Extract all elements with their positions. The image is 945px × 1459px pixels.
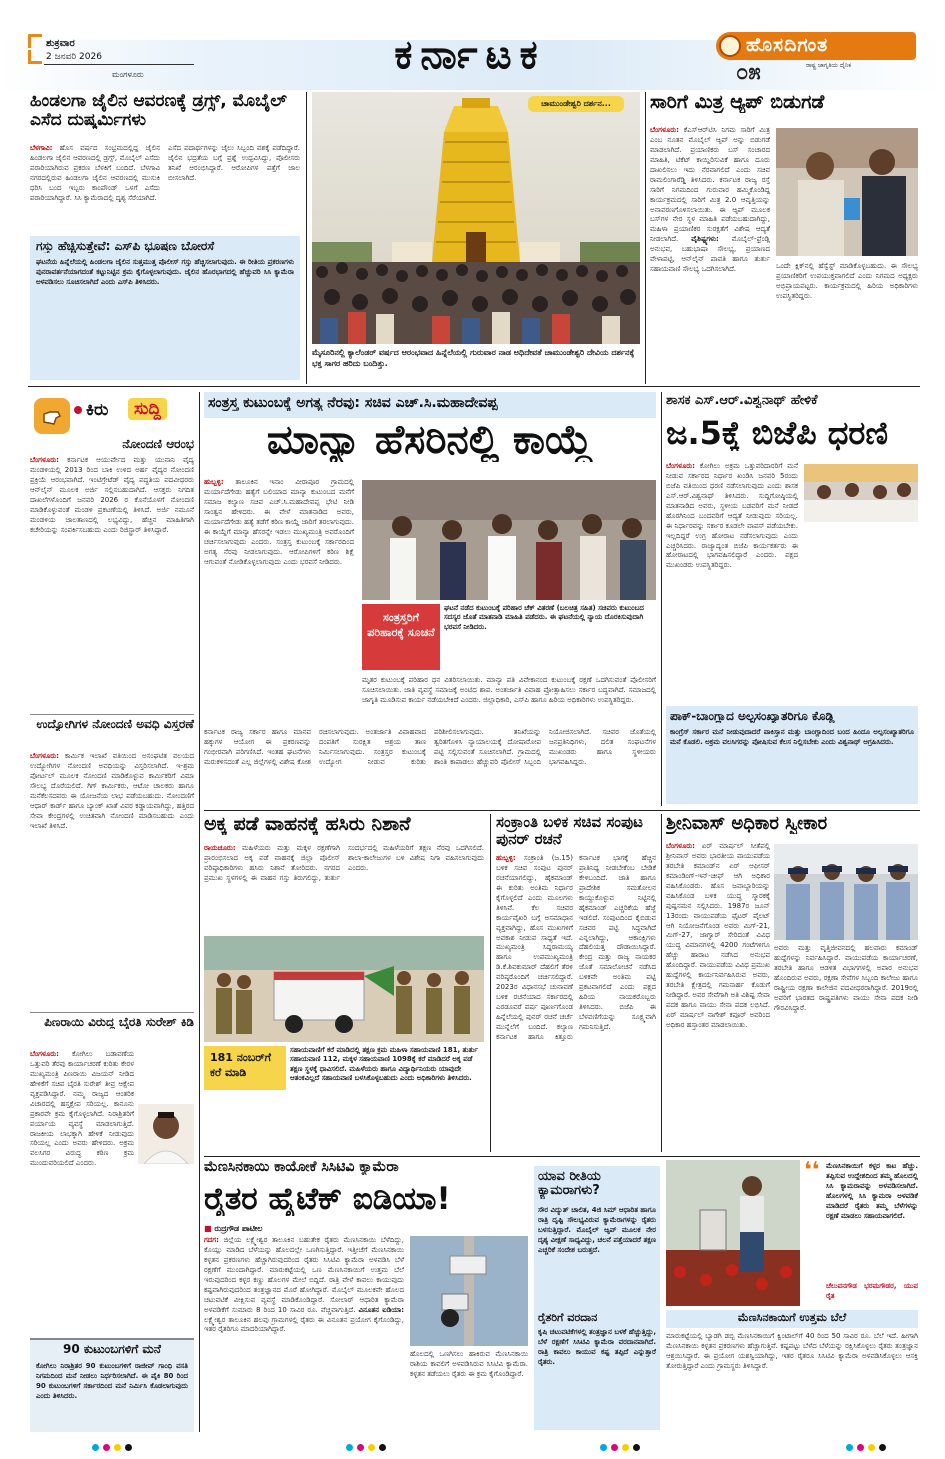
- temple-photo: [312, 92, 640, 344]
- srinivas-photo: [774, 844, 918, 940]
- story-chilli-price-title: ಮೆಣಸಿನಕಾಯಿಗೆ ಉತ್ತಮ ಬೆಲೆ: [666, 1310, 918, 1328]
- story-chilli-body: [204, 1236, 404, 1430]
- story-chilli-box2-body: ಕೃಷಿ ಚಟುವಟಿಕೆಗಳಲ್ಲಿ ತಂತ್ರಜ್ಞಾನ ಬಳಕೆ ಹೆಚ್ಚುತ್ತಿದ್ದು, ಬೆಳೆ ರಕ್ಷಣೆಗೆ ಸಿಸಿಟಿವಿ ಕ್ಯಾಮೆರಾ ವರದಾನವಾಗಿದೆ. ರಾತ್ರಿ ಕಾವಲು ಕಾಯುವ ಕಷ್ಟ ತಪ್ಪಿದೆ ಎನ್ನುತ್ತಾರೆ ರೈತರು.: [538, 1328, 656, 1366]
- akka-photo: [204, 936, 484, 1042]
- kiru-red-dot-icon: [74, 406, 82, 414]
- divider: [204, 810, 920, 811]
- story-hindalga-sub-body: ಘಟನೆಯ ಹಿನ್ನೆಲೆಯಲ್ಲಿ ಹಿಂಡಲಗಾ ಜೈಲಿನ ಸುತ್ತಮುತ್ತ ಪೊಲೀಸ್ ಗಸ್ತು ಹೆಚ್ಚಿಸಲಾಗುವುದು. ಈ ರೀತಿಯ ಪ್ರಕರಣಗಳು ಪುನರಾವರ್ತನೆಯಾಗದಂತೆ ಕಟ್ಟುನಿಟ್ಟಿನ ಕ್ರಮ ಕೈಗೊಳ್ಳಲಾಗುವುದು. ಜೈಲಿನ ಹೊರಭಾಗದಲ್ಲಿ ಹೆಚ್ಚುವರಿ ಸಿಸಿ ಕ್ಯಾಮೆರಾ ಅಳವಡಿಸಲು ಸೂಚಿಸಲಾಗಿದೆ ಎಂದು ಎಸ್‌ಪಿ ತಿಳಿಸಿದರು.: [36, 258, 294, 286]
- story-hindalga-body-right: ಎಸೆದ ಪದಾರ್ಥಗಳನ್ನು ಜೈಲು ಸಿಬ್ಬಂದಿ ವಶಕ್ಕೆ ಪಡೆದಿದ್ದಾರೆ. ಜೈಲಿನ ಭದ್ರತೆಯ ಬಗ್ಗೆ ಪ್ರಶ್ನೆ ಉದ್ಭವಿಸಿದ್ದು, ಪೊಲೀಸರು ತನಿಖೆ ಆರಂಭಿಸಿದ್ದಾರೆ. ಆರೋಪಿಗಳ ಪತ್ತೆಗೆ ಜಾಲ ಬೀಸಲಾಗಿದೆ.: [168, 144, 300, 182]
- story-srinivas-headline: ಶ್ರೀನಿವಾಸ್ ಅಧಿಕಾರ ಸ್ವೀಕಾರ: [666, 814, 828, 834]
- divider: [490, 814, 491, 1152]
- kiru-item-2-text: ಕಾರ್ಮಿಕ ಇಲಾಖೆ ವತಿಯಿಂದ ಅಸಂಘಟಿತ ವಲಯದ ಉದ್ಯೋಗಿಗಳ ನೋಂದಣಿ ಅವಧಿಯನ್ನು ವಿಸ್ತರಿಸಲಾಗಿದೆ. ಇ-ಶ್ರಮ ಪೋರ್ಟಲ್ ಮೂಲಕ ನೋಂದಣಿ ಮಾಡಿಕೊಳ್ಳುವ ಕಾರ್ಮಿಕರಿಗೆ ವಿಮಾ ಸೌಲಭ್ಯ ದೊರೆಯಲಿದೆ. ಗಿಗ್ ಕಾರ್ಮಿಕರು, ಆಟೋ ಚಾಲಕರು ಹಾಗೂ ಮನೆಕೆಲಸದವರು ಈ ಯೋಜನೆಯ ಲಾಭ ಪಡೆಯಬಹುದು. ನೋಂದಣಿಗೆ ಆಧಾರ್ ಕಾರ್ಡ್ ಹಾಗೂ ಬ್ಯಾಂಕ್ ಖಾತೆ ವಿವರ ಕಡ್ಡಾಯವಾಗಿದ್ದು, ಹತ್ತಿರದ ಸೇವಾ ಕೇಂದ್ರಗಳಲ್ಲಿ ಉಚಿತವಾಗಿ ನೋಂದಣಿ ಮಾಡಿಸಬಹುದು ಎಂದು ಇಲಾಖೆ ತಿಳಿಸಿದೆ.: [30, 752, 194, 830]
- story-chilli-box: [534, 1166, 660, 1430]
- story-chilli-box2-title: ರೈತರಿಗೆ ವರದಾನ: [538, 1312, 598, 1324]
- kiru-item-1-title: ನೋಂದಣಿ ಆರಂಭ: [122, 438, 194, 451]
- story-akka-body-text: ಮಹಿಳೆಯರು ಮತ್ತು ಮಕ್ಕಳ ರಕ್ಷಣೆಗಾಗಿ ಪ್ರಾರಂಭಿಸಲಾದ ಅಕ್ಕ ಪಡೆ ವಾಹನಕ್ಕೆ ಜಿಲ್ಲಾ ಪೊಲೀಸ್ ವರಿಷ್ಠಾಧಿಕಾರಿಗಳು ಹಸಿರು ನಿಶಾನೆ ತೋರಿದರು. ನಗರದ ಪ್ರಮುಖ ಸ್ಥಳಗಳಲ್ಲಿ ಈ ವಾಹನ ಗಸ್ತು ತಿರುಗಲಿದ್ದು, ತುರ್ತು ಸಂದರ್ಭದಲ್ಲಿ ಮಹಿಳೆಯರಿಗೆ ತಕ್ಷಣ ನೆರವು ಒದಗಿಸಲಿದೆ. ಶಾಲಾ-ಕಾಲೇಜುಗಳ ಬಳಿ ವಿಶೇಷ ನಿಗಾ ವಹಿಸಲಾಗುವುದು ಎಂದರು.: [204, 844, 484, 882]
- registration-marks-center-left: [346, 1444, 386, 1451]
- kiru-item-2-title: ಉದ್ಯೋಗಿಗಳ ನೋಂದಣಿ ಅವಧಿ ವಿಸ್ತರಣೆ: [36, 718, 194, 731]
- paper-name: ಹೊಸದಿಗಂತ: [746, 34, 829, 56]
- divider: [645, 92, 646, 384]
- story-hindalga-sub-box: [30, 236, 300, 380]
- story-samputa: [496, 814, 656, 1152]
- paper-tagline: ರಾಷ್ಟ್ರ ಜಾಗೃತಿಯ ದೈನಿಕ: [806, 62, 852, 69]
- reg-dot-icon: [92, 1444, 99, 1451]
- story-samputa-body-text: ಸಂಕ್ರಾಂತಿ (ಜ.15) ಬಳಿಕ ಸಚಿವ ಸಂಪುಟ ಪುನರ್ ರಚನೆಯಾಗಲಿದ್ದು, ಹೈಕಮಾಂಡ್ ಈ ಕುರಿತು ಅಂತಿಮ ನಿರ್ಧಾರ ಕೈಗೊಳ್ಳಲಿದೆ ಎಂದು ಮೂಲಗಳು ತಿಳಿಸಿವೆ. ಕೆಲ ಸಚಿವರ ಕಾರ್ಯವೈಖರಿ ಬಗ್ಗೆ ಅಸಮಾಧಾನ ವ್ಯಕ್ತವಾಗಿದ್ದು, ಹೊಸ ಮುಖಗಳಿಗೆ ಅವಕಾಶ ನೀಡುವ ಸಾಧ್ಯತೆ ಇದೆ. ಮುಖ್ಯಮಂತ್ರಿ ಸಿದ್ದರಾಮಯ್ಯ ಹಾಗೂ ಉಪಮುಖ್ಯಮಂತ್ರಿ ಡಿ.ಕೆ.ಶಿವಕುಮಾರ್ ದೆಹಲಿಗೆ ತೆರಳಿ ವರಿಷ್ಠರೊಂದಿಗೆ ಚರ್ಚಿಸಲಿದ್ದಾರೆ. 2023ರ ವಿಧಾನಸಭೆ ಚುನಾವಣೆ ಬಳಿಕ ರಚನೆಯಾದ ಸರ್ಕಾರದಲ್ಲಿ ಎರಡೂವರೆ ವರ್ಷ ಪೂರ್ಣಗೊಂಡ ಹಿನ್ನೆಲೆಯಲ್ಲಿ ಪುನರ್ ರಚನೆ ಚರ್ಚೆ ಮುನ್ನೆಲೆಗೆ ಬಂದಿದೆ. ಕಲ್ಯಾಣ ಕರ್ನಾಟಕ ಹಾಗೂ ಕಿತ್ತೂರು ಕರ್ನಾಟಕ ಭಾಗಕ್ಕೆ ಹೆಚ್ಚಿನ ಪ್ರಾತಿನಿಧ್ಯ ನೀಡಬೇಕೆಂಬ ಬೇಡಿಕೆ ಕೇಳಿಬಂದಿದೆ. ಜಾತಿ ಹಾಗೂ ಪ್ರಾದೇಶಿಕ ಸಮತೋಲನ ಕಾಯ್ದುಕೊಳ್ಳುವ ನಿಟ್ಟಿನಲ್ಲಿ ಹೈಕಮಾಂಡ್ ಎಚ್ಚರಿಕೆಯ ಹೆಜ್ಜೆ ಇಡಲಿದೆ. ಸಂಪುಟದಿಂದ ಕೈಬಿಡುವ ಸಚಿವರ ಪಟ್ಟಿ ಸಿದ್ಧವಾಗಿದೆ ಎನ್ನಲಾಗಿದ್ದು, ಆಕಾಂಕ್ಷಿಗಳು ದೆಹಲಿಯತ್ತ ದೌಡಾಯಿಸಿದ್ದಾರೆ. ಕೇಂದ್ರ ಮತ್ತು ರಾಜ್ಯ ನಾಯಕರ ಜೊತೆ ಸಮಾಲೋಚನೆ ನಡೆಸಿದ ಬಳಿಕವೇ ಅಂತಿಮ ಪಟ್ಟಿ ಪ್ರಕಟವಾಗಲಿದೆ ಎಂದು ಪಕ್ಷದ ಹಿರಿಯ ನಾಯಕರೊಬ್ಬರು ತಿಳಿಸಿದರು. ಬಿಜೆಪಿ ಈ ಬೆಳವಣಿಗೆಯನ್ನು ಸೂಕ್ಷ್ಮವಾಗಿ ಗಮನಿಸುತ್ತಿದೆ.: [496, 854, 656, 1041]
- corner-mark-icon: [28, 34, 42, 48]
- story-manya-photo-caption: ಘಟನೆ ನಡೆದ ಕುಟುಂಬಕ್ಕೆ ಪರಿಹಾರ ಚೆಕ್ ವಿತರಣೆ (ಬಲಚಿತ್ರ ಸಹಿತ) ಸಚಿವರು ಕುಟುಂಬದ ಸದಸ್ಯರ ಜೊತೆ ಮಾತನಾಡಿ ಮಾಹಿತಿ ಪಡೆದರು. ಈ ಘಟನೆಯಲ್ಲಿ ನ್ಯಾಯ ದೊರಕಿಸುವುದಾಗಿ ಭರವಸೆ ನೀಡಿದರು.: [444, 604, 644, 631]
- masthead-rule: [44, 64, 194, 65]
- story-sarige-photo-caption: ಒಂದೇ ಕ್ಲಿಕ್‌ನಲ್ಲಿ ಹೆಸ್ವೆಸ್ಟ್ ಮಾಡಿಕೊಳ್ಳಬಹುದು. ಈ ಸೌಲಭ್ಯ ಪ್ರಯಾಣಿಕರಿಗೆ ಉಪಯುಕ್ತವಾಗಲಿದೆ ಎಂದು ನಿಗಮದ ಅಧ್ಯಕ್ಷರು ಅಭಿಪ್ರಾಯಪಟ್ಟರು. ಕಾರ್ಯಕ್ರಮದಲ್ಲಿ ಹಿರಿಯ ಅಧಿಕಾರಿಗಳು ಉಪಸ್ಥಿತರಿದ್ದರು.: [776, 262, 918, 300]
- reg-dot-icon: [379, 1444, 386, 1451]
- masthead: [0, 0, 945, 90]
- divider: [204, 1156, 920, 1157]
- kiru-item-1: [30, 438, 194, 710]
- divider: [28, 386, 920, 387]
- manya-photo: [362, 480, 656, 600]
- reg-dot-icon: [857, 1444, 864, 1451]
- kiru-hand-icon: [34, 398, 70, 434]
- registration-marks-center-right: [600, 1444, 640, 1451]
- kiru-item-3-title: ಪಿಣರಾಯಿ ವಿರುದ್ಧ ಬೈರತಿ ಸುರೇಶ್ ಕಿಡಿ: [44, 1016, 194, 1029]
- temple-photo-block: [312, 92, 640, 382]
- story-sarige-sub-body: ಮೊಬೈಲ್-ಫ್ರೆಂಡ್ಲಿ ಅನುಭವ, ಬಹುಭಾಷಾ ಸೌಲಭ್ಯ, ಪ್ರಯಾಣದ ವೇಳಾಪಟ್ಟಿ, ಆನ್‌ಲೈನ್ ಪಾವತಿ ಹಾಗೂ ತುರ್ತು ಸಹಾಯವಾಣಿ ಸೌಲಭ್ಯ ಒದಗಿಸಲಾಗಿದೆ.: [650, 235, 770, 274]
- story-manya-kicker: ಸಂತ್ರಸ್ತ ಕುಟುಂಬಕ್ಕೆ ಅಗತ್ಯ ನೆರವು: ಸಚಿವ ಎಚ್.ಸಿ.ಮಹಾದೇವಪ್ಪ: [208, 396, 498, 411]
- story-chilli-headline: ರೈತರ ಹೈಟೆಕ್ ಐಡಿಯಾ!: [204, 1182, 451, 1217]
- bjp-photo: [804, 464, 918, 522]
- registration-marks-left: [92, 1444, 132, 1451]
- story-chilli-quote-text: ಮೆಣಸಿನಕಾಯಿಗೆ ಕಳ್ಳರ ಕಾಟ ಹೆಚ್ಚು. ತಪ್ಪಿಸುವ ಉದ್ದೇಶದಿಂದ ತಮ್ಮ ಹೊಲದಲ್ಲಿ ಸಿಸಿ ಕ್ಯಾಮರಾವನ್ನು ಅಳವಡಿಸಲಾಗಿದೆ. ಹೊಲಗಳಲ್ಲಿ ಸಿಸಿ ಕ್ಯಾಮರಾ ಅಳವಡಿಕೆ ಮಾಡಿದರೆ ರೈತರು ತಮ್ಮ ಬೆಳೆಗಳನ್ನು ರಕ್ಷಣೆ ಮಾಡಲು ಸಹಾಯವಾಗಲಿದೆ.: [826, 1162, 918, 1220]
- story-akka: [204, 814, 484, 1152]
- reg-dot-icon: [103, 1444, 110, 1451]
- kiru-item-2: [30, 718, 194, 1008]
- story-srinivas: [666, 814, 918, 1152]
- story-chilli-dateline: ಗದಗ:: [204, 1236, 219, 1244]
- paper-logo: [716, 32, 916, 86]
- corner-mark-icon: [28, 50, 42, 64]
- story-bjp-pak-body: ಕಾಂಗ್ರೆಸ್ ಸರ್ಕಾರ ಮನೆ ನೀಡುವುದಾದರೆ ಪಾಕಿಸ್ತಾನ ಮತ್ತು ಬಾಂಗ್ಲಾದಿಂದ ಬಂದ ಹಿಂದೂ ಅಲ್ಪಸಂಖ್ಯಾತರಿಗೂ ಮನೆ ಕೊಡಲಿ. ಅಕ್ರಮ ವಲಸಿಗರನ್ನು ಪೋಷಿಸುವ ಕೆಲಸ ನಿಲ್ಲಿಸಬೇಕು ಎಂದು ವಿಶ್ವನಾಥ್ ಆಗ್ರಹಿಸಿದರು.: [670, 728, 914, 746]
- story-sarige-dateline: ಬೆಂಗಳೂರು:: [650, 126, 679, 134]
- sarige-photo: [776, 128, 918, 256]
- story-manya-body-right: ಮೃತರ ಕುಟುಂಬಕ್ಕೆ ಪರಿಹಾರ ಧನ ವಿತರಿಸಲಾಯಿತು. ಮಾನ್ಯಾ ಪತಿ ವಿವೇಕಾನಂದ ಕುಟುಂಬಕ್ಕೆ ರಕ್ಷಣೆ ಒದಗಿಸುವಂತೆ ಪೊಲೀಸರಿಗೆ ಸೂಚಿಸಲಾಯಿತು. ಜಾತಿ ವ್ಯವಸ್ಥೆ ಸಮಾಜಕ್ಕೆ ಅಂಟಿದ ಶಾಪ. ಅಂತರ್ಜಾತಿ ವಿವಾಹ ಪ್ರೋತ್ಸಾಹಿಸಲು ಸರ್ಕಾರ ಬದ್ಧವಾಗಿದೆ. ಸಮಾಜದಲ್ಲಿ ಜಾಗೃತಿ ಮೂಡಿಸುವ ಕಾರ್ಯ ನಡೆಯಬೇಕಿದೆ ಎಂದರು. ಜಿಲ್ಲಾಧಿಕಾರಿ, ಎಸ್‌ಪಿ ಹಾಗೂ ಹಿರಿಯ ಅಧಿಕಾರಿಗಳು ಉಪಸ್ಥಿತರಿದ್ದರು.: [362, 676, 656, 704]
- story-sarige-body-text: ಕೆಎಸ್‌ಆರ್‌ಟಿಸಿ ನಿಗಮ ಸಾರಿಗೆ ಮಿತ್ರ ಎಂಬ ನೂತನ ಮೊಬೈಲ್ ಆ್ಯಪ್ ಅನ್ನು ಬಿಡುಗಡೆ ಮಾಡಲಾಗಿದೆ. ಪ್ರಯಾಣಿಕರು ಬಸ್ ಸಂಚಾರದ ಮಾಹಿತಿ, ಟಿಕೆಟ್ ಕಾಯ್ದಿರಿಸುವಿಕೆ ಹಾಗೂ ದೂರು ದಾಖಲಿಸಲು ಇದು ನೆರವಾಗಲಿದೆ ಎಂದು ಸಚಿವ ರಾಮಲಿಂಗಾರೆಡ್ಡಿ ತಿಳಿಸಿದರು. ಕರ್ನಾಟಕ ರಾಜ್ಯ ರಸ್ತೆ ಸಾರಿಗೆ ನಿಗಮದಿಂದ ಗುರುವಾರ ಹಮ್ಮಿಕೊಂಡಿದ್ದ ಕಾರ್ಯಕ್ರಮದಲ್ಲಿ ಸಾರಿಗೆ ಮಿತ್ರ 2.0 ಆವೃತ್ತಿಯನ್ನು ಅನಾವರಣಗೊಳಿಸಲಾಯಿತು. ಈ ಆ್ಯಪ್ ಮೂಲಕ ಬಸ್‌ಗಳ ನೇರ ಸ್ಥಳ ಮಾಹಿತಿ ಪಡೆಯಬಹುದಾಗಿದ್ದು, ಮಹಿಳಾ ಪ್ರಯಾಣಿಕರ ಸುರಕ್ಷತೆಗೆ ವಿಶೇಷ ಆದ್ಯತೆ ನೀಡಲಾಗಿದೆ.: [650, 126, 770, 244]
- kiru-item-3: [30, 1016, 194, 1334]
- farmer-photo: [666, 1160, 800, 1306]
- temple-photo-badge: ಚಾಮುಂಡೇಶ್ವರಿ ದರ್ಶನ...: [528, 96, 624, 112]
- story-samputa-body: [496, 854, 656, 1150]
- story-manya-red-box: ಸಂತ್ರಸ್ತರಿಗೆ ಪರಿಹಾರಕ್ಕೆ ಸೂಚನೆ: [362, 604, 440, 670]
- reg-dot-icon: [622, 1444, 629, 1451]
- logo-emblem-icon: [719, 35, 741, 57]
- story-chilli-byline-name: ರುದ್ರಗೌಡ ಪಾಟೀಲ: [214, 1224, 263, 1233]
- kiru-item-3-body: [30, 1050, 134, 1334]
- story-hindalga-headline: ಹಿಂಡಲಗಾ ಜೈಲಿನ ಆವರಣಕ್ಕೆ ಡ್ರಗ್ಸ್, ಮೊಬೈಲ್ ಎಸೆದ ದುಷ್ಕರ್ಮಿಗಳು: [30, 92, 287, 130]
- story-akka-caption: ಸಹಾಯವಾಣಿಗೆ ಕರೆ ಮಾಡಿದಲ್ಲಿ ತಕ್ಷಣ ಕ್ರಮ ಮಹಿಳಾ ಸಹಾಯವಾಣಿ 181, ತುರ್ತು ಸಹಾಯವಾಣಿ 112, ಮಕ್ಕಳ ಸಹಾಯವಾಣಿ 1098ಕ್ಕೆ ಕರೆ ಮಾಡಿದರೆ ಅಕ್ಕ ಪಡೆ ತಕ್ಷಣ ಸ್ಥಳಕ್ಕೆ ಧಾವಿಸಲಿದೆ. ಮಹಿಳೆಯರು ಹಾಗೂ ವಿದ್ಯಾರ್ಥಿನಿಯರು ಯಾವುದೇ ಆತಂಕವಿಲ್ಲದೆ ಸಹಾಯವಾಣಿ ಬಳಸಿಕೊಳ್ಳಬಹುದು ಎಂದು ಅಧಿಕಾರಿಗಳು ತಿಳಿಸಿದರು.: [290, 1046, 479, 1083]
- divider: [30, 714, 194, 715]
- story-srinivas-body: [666, 842, 770, 1150]
- registration-marks-right: [846, 1444, 886, 1451]
- story-manya: [204, 392, 656, 806]
- divider: [661, 392, 662, 806]
- reg-dot-icon: [357, 1444, 364, 1451]
- divider: [661, 814, 662, 1152]
- masthead-date: 2 ಜನವರಿ 2026: [46, 52, 102, 62]
- story-sarige-sub-label: ವೈಶಿಷ್ಟ್ಯಗಳು:: [691, 235, 719, 244]
- temple-photo-caption: ಮೈಸೂರಿನಲ್ಲಿ ಕ್ಯಾಲೆಂಡರ್ ವರ್ಷದ ಆರಂಭವಾದ ಹಿನ್ನೆಲೆಯಲ್ಲಿ ಗುರುವಾರ ನಾಡ ಅಧಿದೇವತೆ ಚಾಮುಂಡೇಶ್ವರಿ ದೇವಿಯ ದರ್ಶನಕ್ಕೆ ಭಕ್ತ ಸಾಗರ ಹರಿದು ಬಂದಿತ್ತು.: [312, 348, 635, 368]
- kiru-suddi-label-kiru: ಕಿರು: [86, 400, 109, 420]
- story-sarige: [650, 92, 918, 382]
- story-hindalga-sub-headline: ಗಸ್ತು ಹೆಚ್ಚಿಸುತ್ತೇವೆ: ಎಸ್‌ಪಿ ಭೂಷಣ ಬೋರಸೆ: [36, 240, 215, 253]
- story-chilli-quote-by: ಚೆಲುವನಗೌಡ ಭರಮಗೌಡರ, ಯುವ ರೈತ: [826, 1282, 918, 1300]
- reg-dot-icon: [368, 1444, 375, 1451]
- kiru-item-1-dateline: ಬೆಂಗಳೂರು:: [30, 456, 59, 464]
- story-akka-dateline: ರಾಯಚೂರು:: [204, 844, 236, 852]
- story-manya-headline: ಮಾನ್ಯಾ ಹೆಸರಿನಲ್ಲಿ ಕಾಯ್ದೆ: [266, 418, 594, 462]
- reg-dot-icon: [868, 1444, 875, 1451]
- story-chilli-byline: [204, 1224, 364, 1234]
- story-bjp-dateline: ಬೆಂಗಳೂರು:: [666, 462, 695, 470]
- story-manya-dateline: ಹುಬ್ಬಳ್ಳಿ:: [204, 478, 224, 486]
- cctv-photo: [410, 1236, 528, 1346]
- story-bjp-body-text: ಕೋಗಿಲು ಅಕ್ರಮ ಒತ್ತುವರಿದಾರರಿಗೆ ಮನೆ ನೀಡುವ ಸರ್ಕಾರದ ನಿರ್ಧಾರ ಖಂಡಿಸಿ ಜನವರಿ 5ರಂದು ಬಿಜೆಪಿ ವತಿಯಿಂದ ಧರಣಿ ನಡೆಸಲಾಗುವುದು ಎಂದು ಶಾಸಕ ಎಸ್.ಆರ್.ವಿಶ್ವನಾಥ್ ತಿಳಿಸಿದರು. ಸುದ್ದಿಗೋಷ್ಠಿಯಲ್ಲಿ ಮಾತನಾಡಿದ ಅವರು, ಸ್ಥಳೀಯ ಬಡವರಿಗೆ ಮನೆ ನೀಡದೆ ಹೊರಗಿನಿಂದ ಬಂದವರಿಗೆ ಆದ್ಯತೆ ನೀಡುವುದು ಸರಿಯಲ್ಲ. ಈ ನಿರ್ಧಾರವನ್ನು ಸರ್ಕಾರ ಕೂಡಲೇ ವಾಪಸ್ ಪಡೆಯಬೇಕು. ಇಲ್ಲದಿದ್ದರೆ ಉಗ್ರ ಹೋರಾಟ ನಡೆಸಲಾಗುವುದು ಎಂದು ಎಚ್ಚರಿಸಿದರು. ರಾಜ್ಯಾದ್ಯಂತ ಬಿಜೆಪಿ ಕಾರ್ಯಕರ್ತರು ಈ ಹೋರಾಟದಲ್ಲಿ ಭಾಗವಹಿಸಲಿದ್ದಾರೆ ಎಂದರು. ಪಕ್ಷದ ಮುಖಂಡರು ಉಪಸ್ಥಿತರಿದ್ದರು.: [666, 462, 798, 570]
- story-hindalga: [30, 92, 300, 382]
- masthead-city: ಮಂಗಳೂರು: [112, 70, 144, 79]
- story-manya-body-bottom: ಕರ್ನಾಟಕ ರಾಜ್ಯ ಸರ್ಕಾರ ಹಾಗೂ ಮಾನವ ಹಕ್ಕುಗಳ ಆಯೋಗ ಈ ಪ್ರಕರಣವನ್ನು ಗಂಭೀರವಾಗಿ ಪರಿಗಣಿಸಿದೆ. ಇಂತಹ ಘಟನೆಗಳು ಮರುಕಳಿಸದಂತೆ ಎಲ್ಲ ಜಿಲ್ಲೆಗಳಲ್ಲಿ ವಿಶೇಷ ಕೋಶ ರಚಿಸಲಾಗುವುದು. ಅಂತರ್ಜಾತಿ ವಿವಾಹವಾದ ದಂಪತಿಗೆ ಸುರಕ್ಷಿತ ಆಶ್ರಯ ತಾಣ ನಿರ್ಮಿಸಲಾಗುವುದು. ಸಂತ್ರಸ್ತರ ಕುಟುಂಬಕ್ಕೆ ಉದ್ಯೋಗ ನೀಡುವ ಕುರಿತು ಪರಿಶೀಲಿಸಲಾಗುವುದು. ತನಿಖೆಯನ್ನು ತ್ವರಿತಗೊಳಿಸಿ ನ್ಯಾಯಾಲಯಕ್ಕೆ ದೋಷಾರೋಪ ಪಟ್ಟಿ ಸಲ್ಲಿಸುವಂತೆ ಸೂಚಿಸಲಾಗಿದೆ. ಗ್ರಾಮದಲ್ಲಿ ಶಾಂತಿ ಕಾಪಾಡಲು ಹೆಚ್ಚುವರಿ ಪೊಲೀಸ್ ಸಿಬ್ಬಂದಿ ನಿಯೋಜಿಸಲಾಗಿದೆ. ಸಚಿವರ ಜೊತೆಯಲ್ಲಿ ಜನಪ್ರತಿನಿಧಿಗಳು, ದಲಿತ ಸಂಘಟನೆಗಳ ಮುಖಂಡರು ಹಾಗೂ ಸ್ಥಳೀಯರು ಭಾಗವಹಿಸಿದ್ದರು.: [204, 728, 656, 766]
- divider: [30, 1012, 194, 1013]
- story-chilli-kicker: ಮೆಣಸಿನಕಾಯಿ ಕಾಯೋಕೆ ಸಿಸಿಟಿವಿ ಕ್ಯಾಮೆರಾ: [204, 1160, 399, 1175]
- story-chilli-price-body: ಮಾರುಕಟ್ಟೆಯಲ್ಲಿ ಬ್ಯಾಡಗಿ ಡಬ್ಬಿ ಮೆಣಸಿನಕಾಯಿಗೆ ಕ್ವಿಂಟಾಲ್‌ಗೆ 40 ರಿಂದ 50 ಸಾವಿರ ರೂ. ಬೆಲೆ ಇದೆ. ಹೀಗಾಗಿ ಮೆಣಸಿನಕಾಯಿ ಕಳ್ಳತನ ಪ್ರಕರಣಗಳು ಹೆಚ್ಚಾಗುತ್ತಿವೆ. ಕಷ್ಟಪಟ್ಟು ಬೆಳೆದ ಬೆಳೆಯನ್ನು ರಕ್ಷಿಸಿಕೊಳ್ಳಲು ರೈತರು ತಂತ್ರಜ್ಞಾನ ಆಶ್ರಯಿಸಿದ್ದಾರೆ. ಈ ಪ್ರಯೋಗ ಯಶಸ್ವಿಯಾಗಿದ್ದು, ಇತರ ರೈತರೂ ಸಿಸಿಟಿವಿ ಕ್ಯಾಮೆರಾ ಅಳವಡಿಸಿಕೊಳ್ಳಲು ಆಸಕ್ತಿ ತೋರುತ್ತಿದ್ದಾರೆ ಎಂದು ಗ್ರಾಮಸ್ಥರು ತಿಳಿಸಿದ್ದಾರೆ.: [666, 1332, 918, 1370]
- story-manya-kicker-box: [204, 392, 656, 418]
- story-srinivas-dateline: ಬೆಂಗಳೂರು:: [666, 842, 695, 850]
- divider: [306, 92, 307, 384]
- story-akka-badge: 181 ನಂಬರ್‌ಗೆ ಕರೆ ಮಾಡಿ: [204, 1046, 286, 1090]
- story-samputa-dateline: ಹುಬ್ಬಳ್ಳಿ:: [496, 854, 516, 862]
- story-manya-body-left-text: ತಾಲೂಕಿನ ಇನಾಂ ವೀರಾಪೂರ ಗ್ರಾಮದಲ್ಲಿ ಮರ್ಯಾದೆಗೇಡು ಹತ್ಯೆಗೆ ಬಲಿಯಾದ ಮಾನ್ಯಾ ಕುಟುಂಬದ ಮನೆಗೆ ಸಮಾಜ ಕಲ್ಯಾಣ ಸಚಿವ ಎಚ್.ಸಿ.ಮಹಾದೇವಪ್ಪ ಭೇಟಿ ನೀಡಿ ಸಾಂತ್ವನ ಹೇಳಿದರು. ಈ ವೇಳೆ ಮಾತನಾಡಿದ ಅವರು, ಮರ್ಯಾದೆಗೇಡು ಹತ್ಯೆ ತಡೆಗೆ ಕಠಿಣ ಕಾಯ್ದೆ ಜಾರಿಗೆ ತರಲಾಗುವುದು. ಈ ಕಾಯ್ದೆಗೆ ಮಾನ್ಯಾ ಹೆಸರನ್ನೇ ಇಡಲು ಮುಖ್ಯಮಂತ್ರಿ ಅವರೊಂದಿಗೆ ಚರ್ಚಿಸಲಾಗುವುದು ಎಂದರು. ಸಂತ್ರಸ್ತ ಕುಟುಂಬಕ್ಕೆ ಸರ್ಕಾರದಿಂದ ಅಗತ್ಯ ನೆರವು ನೀಡಲಾಗುವುದು. ಆರೋಪಿಗಳಿಗೆ ಕಠಿಣ ಶಿಕ್ಷೆ ಆಗುವಂತೆ ನೋಡಿಕೊಳ್ಳಲಾಗುವುದು ಎಂದು ಭರವಸೆ ನೀಡಿದರು.: [204, 478, 354, 566]
- story-hindalga-dateline: ಬೆಳಗಾವಿ:: [30, 144, 53, 152]
- story-akka-headline: ಅಕ್ಕ ಪಡೆ ವಾಹನಕ್ಕೆ ಹಸಿರು ನಿಶಾನೆ: [204, 814, 411, 835]
- kiru-item-1-text: ಕರ್ನಾಟಕ ಆಯುರ್ವೇದ ಮತ್ತು ಯುನಾನಿ ವೈದ್ಯ ಮಂಡಳಿಯಲ್ಲಿ 2013 ರಿಂದ ಬಾಕಿ ಉಳಿದ ಅರ್ಹ ವೈದ್ಯರ ನೋಂದಣಿ ಪ್ರಕ್ರಿಯೆ ಆರಂಭವಾಗಿದೆ. ಇಂಟಿಗ್ರೇಟೆಡ್ ವೈದ್ಯ ಪದ್ಧತಿಯ ಪದವೀಧರರು ಆನ್‌ಲೈನ್ ಮೂಲಕ ಅರ್ಜಿ ಸಲ್ಲಿಸಬಹುದಾಗಿದೆ. ಆಸಕ್ತರು ನಿಗದಿತ ದಾಖಲೆಗಳೊಂದಿಗೆ ಜನವರಿ 2026 ರ ಕೊನೆಯೊಳಗೆ ನೋಂದಣಿ ಮಾಡಿಕೊಳ್ಳುವಂತೆ ಮಂಡಳಿ ಪ್ರಕಟಣೆಯಲ್ಲಿ ತಿಳಿಸಿದೆ. ಅರ್ಜಿ ನಮೂನೆ ಮಂಡಳಿಯ ಜಾಲತಾಣದಲ್ಲಿ ಲಭ್ಯವಿದ್ದು, ಹೆಚ್ಚಿನ ಮಾಹಿತಿಗಾಗಿ ಕಚೇರಿಯನ್ನು ಸಂಪರ್ಕಿಸಬಹುದು ಎಂದು ರಿಜಿಸ್ಟ್ರಾರ್ ತಿಳಿಸಿದ್ದಾರೆ.: [30, 456, 194, 534]
- story-chilli-price-box: [666, 1310, 918, 1430]
- story-chilli-quote: [804, 1160, 918, 1306]
- kiru-item-1-body: [30, 456, 194, 708]
- reg-dot-icon: [114, 1444, 121, 1451]
- story-bjp-kicker: ಶಾಸಕ ಎಸ್.ಆರ್.ವಿಶ್ವನಾಥ್ ಹೇಳಿಕೆ: [666, 394, 818, 408]
- divider: [199, 392, 200, 1432]
- story-chilli-body-text: ಜಿಲ್ಲೆಯ ಲಕ್ಷ್ಮೇಶ್ವರ ತಾಲೂಕಿನ ಬಹುತೇಕ ರೈತರು ಮೆಣಸಿನಕಾಯಿ ಬೆಳೆದಿದ್ದು, ಕೊಯ್ಲು ಮಾಡಿದ ಬೆಳೆಯನ್ನು ಹೊಲದಲ್ಲೇ ಒಣಗಿಸುತ್ತಿದ್ದಾರೆ. ಇತ್ತೀಚೆಗೆ ಮೆಣಸಿನಕಾಯಿ ಕಳ್ಳತನ ಪ್ರಕರಣಗಳು ಹೆಚ್ಚಾಗಿರುವುದರಿಂದ ರೈತರು ಸಿಸಿಟಿವಿ ಕ್ಯಾಮೆರಾ ಅಳವಡಿಸಿ ಬೆಳೆ ರಕ್ಷಣೆಗೆ ಮುಂದಾಗಿದ್ದಾರೆ. ಮಾರುಕಟ್ಟೆಯಲ್ಲಿ ಒಣ ಮೆಣಸಿನಕಾಯಿಗೆ ಉತ್ತಮ ಬೆಲೆ ಇರುವುದರಿಂದ ಕಳ್ಳರ ಕಣ್ಣು ಹೊಲಗಳ ಮೇಲೆ ಬಿದ್ದಿದೆ. ರಾತ್ರಿ ವೇಳೆ ಕಾವಲು ಕಾಯುವುದು ಕಷ್ಟವಾಗಿರುವುದರಿಂದ ತಂತ್ರಜ್ಞಾನದ ಮೊರೆ ಹೋಗಿದ್ದಾರೆ. ಮೊಬೈಲ್ ಮೂಲಕವೇ ಹೊಲದ ಚಟುವಟಿಕೆ ವೀಕ್ಷಿಸುವ ವ್ಯವಸ್ಥೆ ಮಾಡಿಕೊಂಡಿದ್ದಾರೆ. ಸೋಲಾರ್ ಆಧಾರಿತ ಕ್ಯಾಮೆರಾ ಅಳವಡಿಕೆಗೆ ಸುಮಾರು 8 ರಿಂದ 10 ಸಾವಿರ ರೂ. ವೆಚ್ಚವಾಗುತ್ತಿದೆ.: [204, 1236, 404, 1314]
- section-title: ಕರ್ನಾಟಕ: [394, 32, 546, 78]
- story-samputa-headline: ಸಂಕ್ರಾಂತಿ ಬಳಿಕ ಸಚಿವ ಸಂಪುಟ ಪುನರ್ ರಚನೆ: [496, 814, 643, 847]
- story-chilli-box-body: ಸೌರ ವಿದ್ಯುತ್ ಚಾಲಿತ, 4ಜಿ ಸಿಮ್ ಆಧಾರಿತ ಹಾಗೂ ರಾತ್ರಿ ದೃಷ್ಟಿ ಸೌಲಭ್ಯವಿರುವ ಕ್ಯಾಮೆರಾಗಳನ್ನು ರೈತರು ಬಳಸುತ್ತಿದ್ದಾರೆ. ಮೊಬೈಲ್ ಆ್ಯಪ್ ಮೂಲಕ ನೇರ ದೃಶ್ಯ ವೀಕ್ಷಣೆ ಸಾಧ್ಯವಿದ್ದು, ಚಲನೆ ಪತ್ತೆಯಾದರೆ ತಕ್ಷಣ ಎಚ್ಚರಿಕೆ ಸಂದೇಶ ಬರುತ್ತದೆ.: [538, 1206, 656, 1254]
- kiru-bottom-box-body: ಕೋಗಿಲು ನಿರಾಶ್ರಿತರ 90 ಕುಟುಂಬಗಳಿಗೆ ರಾಜೀವ್ ಗಾಂಧಿ ವಸತಿ ನಿಗಮದಿಂದ ಮನೆ ನೀಡಲು ನಿರ್ಧರಿಸಲಾಗಿದೆ. ಈ ಪೈಕಿ 80 ರಿಂದ 90 ಕುಟುಂಬಗಳಿಗೆ ಸರ್ಕಾರದಿಂದ ಮನೆ ನಿರ್ಮಿಸಿ ಕೊಡಲಾಗುವುದು ಎಂದು ತಿಳಿಸಿದರು.: [36, 1362, 188, 1400]
- reg-dot-icon: [879, 1444, 886, 1451]
- kiru-suddi-column: [30, 392, 194, 1432]
- story-chilli-photo-text: ಹೊಲದಲ್ಲಿ ಒಣಗಿಸಲು ಹಾಕಿರುವ ಮೆಣಸಿನಕಾಯಿ ರಾಶಿಯ ಕಾವಲಿಗೆ ಅಳವಡಿಸಿರುವ ಸಿಸಿಟಿವಿ ಕ್ಯಾಮೆರಾ. ಕಳ್ಳತನ ತಡೆಯಲು ರೈತರು ಈ ಕ್ರಮ ಕೈಗೊಂಡಿದ್ದಾರೆ.: [410, 1350, 528, 1378]
- kiru-item-2-dateline: ಬೆಂಗಳೂರು:: [30, 752, 59, 760]
- kiru-suddi-logo: [30, 392, 194, 436]
- story-bjp-body: [666, 462, 798, 702]
- story-hindalga-body-left: [30, 144, 160, 232]
- reg-dot-icon: [846, 1444, 853, 1451]
- reg-dot-icon: [633, 1444, 640, 1451]
- kiru-bottom-box: [30, 1338, 194, 1432]
- reg-dot-icon: [346, 1444, 353, 1451]
- quote-icon: ❛❛: [804, 1160, 820, 1182]
- story-bjp-headline: ಜ.5ಕ್ಕೆ ಬಿಜೆಪಿ ಧರಣಿ: [666, 416, 888, 452]
- story-bjp-body-cont: [804, 526, 918, 702]
- story-sarige-headline: ಸಾರಿಗೆ ಮಿತ್ರ ಆ್ಯಪ್ ಬಿಡುಗಡೆ: [650, 92, 825, 113]
- reg-dot-icon: [600, 1444, 607, 1451]
- masthead-day: ಶುಕ್ರವಾರ: [46, 38, 75, 49]
- kiru-suddi-label-suddi: ಸುದ್ದಿ: [128, 398, 167, 420]
- story-akka-body: [204, 844, 484, 934]
- byline-dot-icon: ■: [204, 1224, 215, 1233]
- kiru-bottom-box-title: 90 ಕುಟುಂಬಗಳಿಗೆ ಮನೆ: [63, 1343, 161, 1356]
- story-srinivas-body-text: ಏರ್ ಮಾರ್ಷಲ್ ಸೀತೆಪಲ್ಲಿ ಶ್ರೀನಿವಾಸ್ ಅವರು ಭಾರತೀಯ ವಾಯುಪಡೆಯ ತರಬೇತಿ ಕಮಾಂಡ್‌ನ ಏರ್ ಆಫೀಸರ್ ಕಮಾಂಡಿಂಗ್-ಇನ್-ಚೀಫ್ ಆಗಿ ಅಧಿಕಾರ ವಹಿಸಿಕೊಂಡರು. ಹೊಸ ಜವಾಬ್ದಾರಿಯನ್ನು ವಹಿಸಿಕೊಂಡ ಬಳಿಕ ಯುದ್ಧ ಸ್ಮಾರಕಕ್ಕೆ ಪುಷ್ಪನಮನ ಸಲ್ಲಿಸಿದರು. 1987ರ ಜೂನ್ 13ರಂದು ವಾಯುಪಡೆಯ ಫೈಟರ್ ಪೈಲಟ್ ಆಗಿ ನಿಯೋಜನೆಗೊಂಡ ಅವರು ಮಿಗ್-21, ಮಿಗ್-27, ಜಾಗ್ವಾರ್ ಸೇರಿದಂತೆ ವಿವಿಧ ಯುದ್ಧ ವಿಮಾನಗಳಲ್ಲಿ 4200 ಗಂಟೆಗಳಿಗೂ ಹೆಚ್ಚು ಹಾರಾಟ ನಡೆಸಿದ ಅನುಭವ ಹೊಂದಿದ್ದಾರೆ. ವಾಯುಪಡೆಯ ವಿವಿಧ ಪ್ರಮುಖ ಹುದ್ದೆಗಳಲ್ಲಿ ಕಾರ್ಯನಿರ್ವಹಿಸಿರುವ ಅವರು, ತರಬೇತಿ ಕ್ಷೇತ್ರದಲ್ಲಿ ಗಮನಾರ್ಹ ಕೊಡುಗೆ ನೀಡಿದ್ದಾರೆ. ಅವರ ಸೇವೆಗಾಗಿ ಅತಿ ವಿಶಿಷ್ಟ ಸೇವಾ ಪದಕ ಹಾಗೂ ವಾಯು ಸೇನಾ ಪದಕ ಲಭಿಸಿದೆ. ಏರ್ ಮಾರ್ಷಲ್ ನಾಗೇಶ್ ಕಪೂರ್ ಅವರಿಂದ ಅಧಿಕಾರ ಹಸ್ತಾಂತರ ಮಾಡಲಾಯಿತು.: [666, 842, 770, 1029]
- story-bjp: [666, 392, 918, 806]
- story-srinivas-photo-caption: ಅವರು ಮತ್ತು ವೃತ್ತಿಜೀವನದಲ್ಲಿ ಹಲವಾರು ಕಮಾಂಡ್ ಹುದ್ದೆಗಳನ್ನು ನಿರ್ವಹಿಸಿದ್ದಾರೆ. ವಾಯುಪಡೆಯ ಕಾರ್ಯಾಚರಣೆ, ತರಬೇತಿ ಹಾಗೂ ಆಡಳಿತ ವಿಭಾಗಗಳಲ್ಲಿ ಅಪಾರ ಅನುಭವ ಹೊಂದಿರುವ ಅವರು, ರಕ್ಷಣಾ ಸೇವೆಗಳ ಸಿಬ್ಬಂದಿ ಕಾಲೇಜು ಹಾಗೂ ರಾಷ್ಟ್ರೀಯ ರಕ್ಷಣಾ ಕಾಲೇಜಿನ ಪದವೀಧರರಾಗಿದ್ದಾರೆ. 2019ರಲ್ಲಿ ಅವರಿಗೆ ಭಾರತದ ರಾಷ್ಟ್ರಪತಿಗಳು ವಾಯು ಸೇನಾ ಪದಕ ನೀಡಿ ಗೌರವಿಸಿದ್ದಾರೆ.: [774, 944, 918, 1012]
- story-bjp-pak-headline: ಪಾಕ್-ಬಾಂಗ್ಲಾದ ಅಲ್ಪಸಂಖ್ಯಾತರಿಗೂ ಕೊಡ್ಲಿ: [670, 710, 835, 723]
- story-hindalga-body-left-text: ಹೊಸ ವರ್ಷದ ಸಂಭ್ರಮದಲ್ಲಿದ್ದ ಜೈಲಿನ ಹಿಂಡಲಗಾ ಜೈಲಿನ ಆವರಣದಲ್ಲಿ ಡ್ರಗ್ಸ್, ಮೊಬೈಲ್ ಎಸೆದು ಪರಾರಿಯಾಗಿರುವ ಪ್ರಕರಣ ಬೆಳಕಿಗೆ ಬಂದಿದೆ. ಬೆಳಗಾವಿ ನಗರದಲ್ಲಿರುವ ಹಿಂಡಲಗಾ ಜೈಲಿನ ಆವರಣದಲ್ಲಿ ಮುಸುಕಿ ಧರಿಸಿ ಬಂದ ಇಬ್ಬರು ಕಾಂಪೌಂಡ್ ಒಳಗೆ ಎಸೆದು ಪರಾರಿಯಾಗಿದ್ದಾರೆ. ಸಿಸಿ ಕ್ಯಾಮೆರಾದಲ್ಲಿ ದೃಶ್ಯ ಸೆರೆಯಾಗಿದೆ.: [30, 144, 160, 202]
- story-chilli-box-title: ಯಾವ ರೀತಿಯ ಕ್ಯಾಮರಾಗಳು?: [538, 1170, 601, 1199]
- story-bjp-pak-box: [666, 706, 918, 804]
- story-sarige-body: [650, 126, 770, 376]
- page-number: ೦೫: [736, 60, 761, 85]
- kiru-item-3-dateline: ಬೆಂಗಳೂರು:: [30, 1050, 59, 1058]
- byrathi-portrait: [138, 1104, 194, 1164]
- kiru-item-3-text: ಕೋಗಿಲು ಬಡಾವಣೆಯ ಒತ್ತುವರಿ ತೆರವು ಕಾರ್ಯಾಚರಣೆ ಕುರಿತು ಕೇರಳ ಮುಖ್ಯಮಂತ್ರಿ ಪಿಣರಾಯಿ ವಿಜಯನ್ ನೀಡಿದ ಹೇಳಿಕೆಗೆ ಸಚಿವ ಬೈರತಿ ಸುರೇಶ್ ತೀವ್ರ ಆಕ್ಷೇಪ ವ್ಯಕ್ತಪಡಿಸಿದ್ದಾರೆ. ನಮ್ಮ ರಾಜ್ಯದ ಆಂತರಿಕ ವಿಚಾರದಲ್ಲಿ ಹಸ್ತಕ್ಷೇಪ ಸರಿಯಲ್ಲ. ಕಾನೂನು ಪ್ರಕಾರವೇ ಕ್ರಮ ಕೈಗೊಳ್ಳಲಾಗಿದೆ. ನಿರಾಶ್ರಿತರಿಗೆ ಪರ್ಯಾಯ ವ್ಯವಸ್ಥೆ ಮಾಡಲಾಗುತ್ತಿದೆ. ರಾಜಕೀಯ ಲಾಭಕ್ಕಾಗಿ ಹೇಳಿಕೆ ನೀಡುವುದು ಸರಿಯಲ್ಲ ಎಂದು ಅವರು ಹೇಳಿದರು. ಅಕ್ರಮ ವಲಸಿಗರ ವಿರುದ್ಧ ಕಠಿಣ ಕ್ರಮ ಮುಂದುವರಿಯಲಿದೆ ಎಂದರು.: [30, 1050, 134, 1168]
- reg-dot-icon: [125, 1444, 132, 1451]
- story-chilli-sub-label: ವಿನೂತನ ಐಡಿಯಾ:: [358, 1305, 404, 1314]
- story-chilli: [204, 1160, 918, 1432]
- kiru-item-2-body: [30, 752, 194, 1004]
- reg-dot-icon: [611, 1444, 618, 1451]
- story-chilli-sub-body: ಲಕ್ಷ್ಮೇಶ್ವರ ತಾಲೂಕಿನ ಹಲವು ಗ್ರಾಮಗಳಲ್ಲಿ ರೈತರು ಈ ವಿನೂತನ ಪ್ರಯೋಗ ಕೈಗೊಂಡಿದ್ದು, ಇತರ ರೈತರಿಗೂ ಮಾದರಿಯಾಗಿದ್ದಾರೆ.: [204, 1315, 404, 1334]
